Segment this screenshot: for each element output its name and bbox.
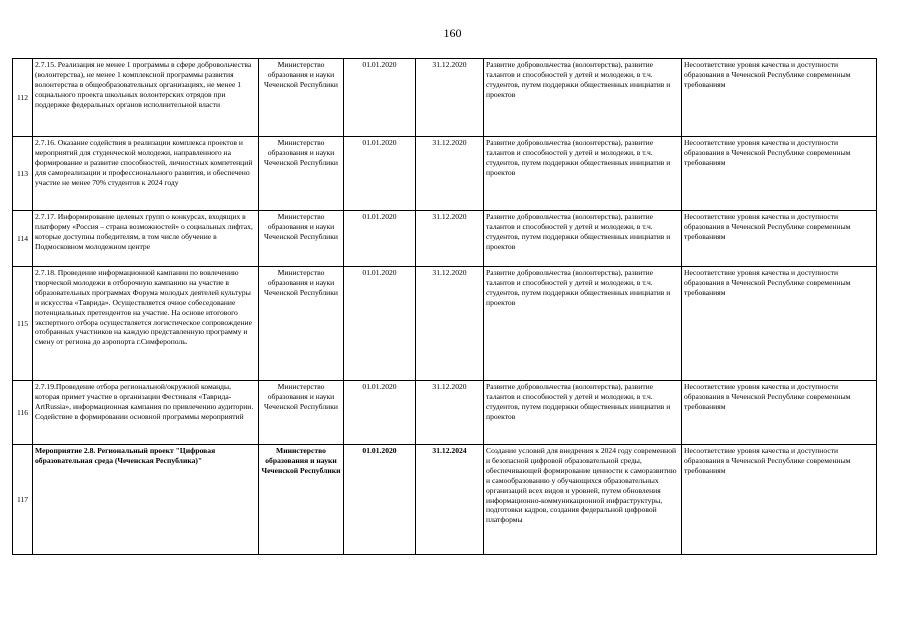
risk-cell: Несоответствие уровня качества и доступности образования в Чеченской Республике современным требованиям: [682, 267, 877, 381]
table-row: [13, 381, 877, 445]
result-cell: Развитие добровольчества (волонтерства), развитие талантов и способностей у детей и молодежи, в т.ч. студентов, путем поддержки общественных инициатив и проектов: [484, 267, 682, 381]
result-cell: Развитие добровольчества (волонтерства), развитие талантов и способностей у детей и молодежи, в т.ч. студентов, путем поддержки общественных инициатив и проектов: [484, 381, 682, 445]
end-date-cell: 31.12.2024: [416, 445, 484, 555]
start-date-cell: 01.01.2020: [344, 381, 416, 445]
activity-cell: 2.7.16. Оказание содействия в реализации комплекса проектов и мероприятий для студенческой молодежи, направленного на формирование и развитие способностей, личностных компетенций для самореализации и профессионального развития, и обеспечено участие не менее 70% студентов к 2024 году: [33, 137, 259, 211]
row-number: 115: [13, 267, 33, 381]
risk-cell: Несоответствие уровня качества и доступности образования в Чеченской Республике современным требованиям: [682, 59, 877, 137]
result-cell: Развитие добровольчества (волонтерства), развитие талантов и способностей у детей и молодежи, в т.ч. студентов, путем поддержки общественных инициатив и проектов: [484, 137, 682, 211]
end-date-cell: 31.12.2020: [416, 59, 484, 137]
table-row: [13, 267, 877, 381]
start-date-cell: 01.01.2020: [344, 137, 416, 211]
table-row: [13, 137, 877, 211]
start-date-cell: 01.01.2020: [344, 59, 416, 137]
executor-cell: Министерство образования и науки Чеченской Республики: [259, 211, 344, 267]
result-cell: Создание условий для внедрения к 2024 году современной и безопасной цифровой образовательной среды, обеспечивающей формирование ценности к саморазвитию и самообразованию у обучающихся образовательных организаций всех видов и уровней, путем обновления информационно-коммуникационной инфраструктуры, подготовки кадров, создания федеральной цифровой платформы: [484, 445, 682, 555]
end-date-cell: 31.12.2020: [416, 211, 484, 267]
start-date-cell: 01.01.2020: [344, 445, 416, 555]
activity-cell: 2.7.18. Проведение информационной кампании по вовлечению творческой молодежи в отборочную кампанию на участие в образовательных программах Форума молодых деятелей культуры и искусства «Таврида». Осуществляется очное собеседование потенциальных претендентов на участие. На основе итогового экспертного отбора осуществляется логистическое сопровождение отобранных участников на каждую представленную программу и смену от региона до аэропорта г.Симферополь.: [33, 267, 259, 381]
table-row: [13, 211, 877, 267]
result-cell: Развитие добровольчества (волонтерства), развитие талантов и способностей у детей и молодежи, в т.ч. студентов, путем поддержки общественных инициатив и проектов: [484, 59, 682, 137]
row-number: 112: [13, 59, 33, 137]
table-row: [13, 59, 877, 137]
executor-cell: Министерство образования и науки Чеченской Республики: [259, 59, 344, 137]
row-number: 114: [13, 211, 33, 267]
risk-cell: Несоответствие уровня качества и доступности образования в Чеченской Республике современным требованиям: [682, 137, 877, 211]
result-cell: Развитие добровольчества (волонтерства), развитие талантов и способностей у детей и молодежи, в т.ч. студентов, путем поддержки общественных инициатив и проектов: [484, 211, 682, 267]
row-number: 113: [13, 137, 33, 211]
executor-cell: Министерство образования и науки Чеченской Республики: [259, 137, 344, 211]
executor-cell: Министерство образования и науки Чеченской Республики: [259, 445, 344, 555]
executor-cell: Министерство образования и науки Чеченской Республики: [259, 381, 344, 445]
row-number: 116: [13, 381, 33, 445]
activity-cell: 2.7.19.Проведение отбора региональной/окружной команды, которая примет участие в организации Фестиваля «Таврида-ArtRussia», информационная кампания по привлечению аудитории. Содействие в формировании основной программы мероприятий: [33, 381, 259, 445]
page-number: 160: [443, 26, 462, 40]
start-date-cell: 01.01.2020: [344, 211, 416, 267]
activity-cell: 2.7.17. Информирование целевых групп о конкурсах, входящих в платформу «Россия – страна возможностей» о социальных лифтах, которые доступны победителям, в том числе обучение в Подмосковном молодежном центре: [33, 211, 259, 267]
end-date-cell: 31.12.2020: [416, 267, 484, 381]
activity-plan-table: [12, 58, 877, 555]
activity-cell: Мероприятие 2.8. Региональный проект "Цифровая образовательная среда (Чеченская Республика)": [33, 445, 259, 555]
activity-cell: 2.7.15. Реализация не менее 1 программы в сфере добровольчества (волонтерства), не менее 1 комплексной программы развития волонтерства в общеобразовательных организациях, не менее 1 социального проекта школьных волонтерских отрядов при поддержке федеральных органов исполнительной власти: [33, 59, 259, 137]
table-row: [13, 445, 877, 555]
end-date-cell: 31.12.2020: [416, 381, 484, 445]
row-number: 117: [13, 445, 33, 555]
executor-cell: Министерство образования и науки Чеченской Республики: [259, 267, 344, 381]
end-date-cell: 31.12.2020: [416, 137, 484, 211]
start-date-cell: 01.01.2020: [344, 267, 416, 381]
risk-cell: Несоответствие уровня качества и доступности образования в Чеченской Республике современным требованиям: [682, 381, 877, 445]
risk-cell: Несоответствие уровня качества и доступности образования в Чеченской Республике современным требованиям: [682, 445, 877, 555]
risk-cell: Несоответствие уровня качества и доступности образования в Чеченской Республике современным требованиям: [682, 211, 877, 267]
